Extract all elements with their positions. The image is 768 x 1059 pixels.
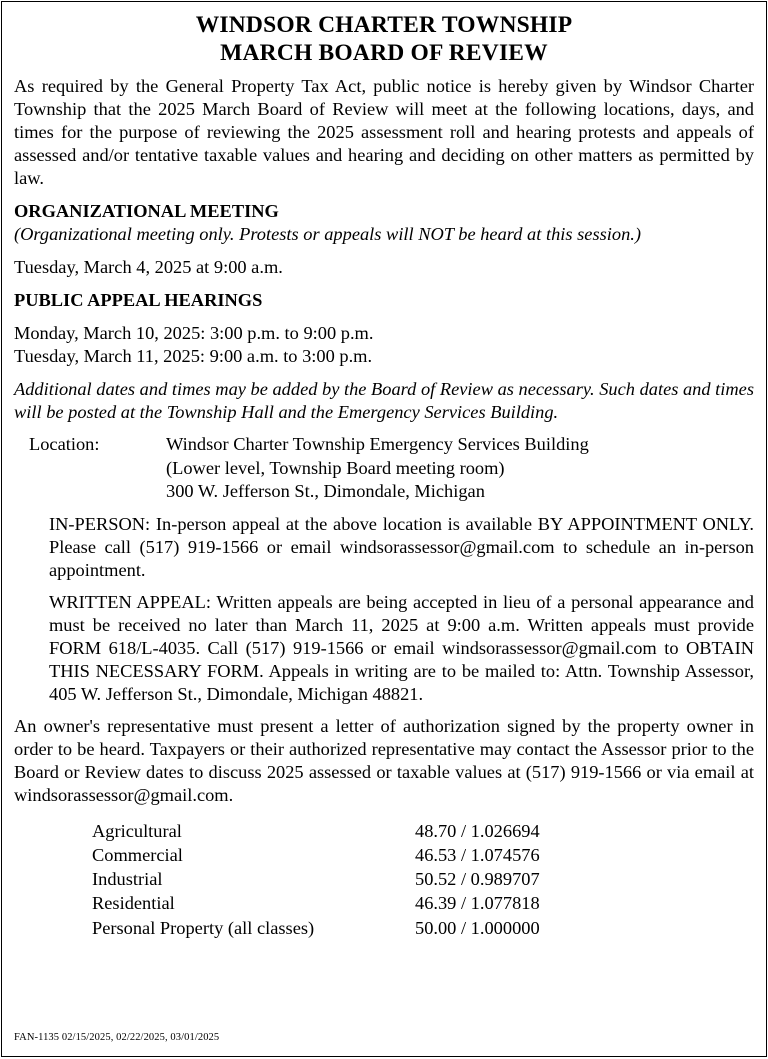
notice-title	[14, 11, 754, 67]
table-row	[92, 867, 560, 891]
rate-category: Industrial	[92, 869, 163, 890]
rate-value: 50.00 / 1.000000	[415, 917, 540, 938]
hearing-date: Tuesday, March 11, 2025: 9:00 a.m. to 3:00 p.m.	[14, 346, 373, 366]
table-row	[92, 819, 560, 843]
organizational-date: Tuesday, March 4, 2025 at 9:00 a.m.	[14, 257, 283, 277]
title-line-2: MARCH BOARD OF REVIEW	[220, 40, 548, 66]
location-line: Windsor Charter Township Emergency Services Building	[166, 434, 589, 454]
in-person-paragraph: IN-PERSON: In-person appeal at the above location is available BY APPOINTMENT ONLY. Please call (517) 919-1566 or email windsorassessor@gmail.com to schedule an in-person appointment.	[49, 513, 754, 580]
written-appeal-paragraph: WRITTEN APPEAL: Written appeals are being accepted in lieu of a personal appearance and must be received no later than March 11, 2025 at 9:00 a.m. Written appeals must provide FORM 618/L-4035. Call (517) 919-1566 or email windsorassessor@gmail.com to OBTAIN THIS NECESSARY FORM. Appeals in writing are to be mailed to: Attn. Township Assessor, 405 W. Jefferson St., Dimondale, Michigan 48821.	[49, 591, 754, 704]
rate-value: 46.53 / 1.074576	[415, 844, 540, 865]
ratio-table	[92, 819, 560, 940]
organizational-heading: ORGANIZATIONAL MEETING	[14, 201, 279, 221]
location-label: Location:	[29, 434, 100, 454]
location-block	[14, 433, 754, 504]
rate-value: 46.39 / 1.077818	[415, 893, 540, 914]
representative-paragraph: An owner's representative must present a letter of authorization signed by the property owner in order to be heard. Taxpayers or their authorized representative may contact the Assessor prior to the Board or Review dates to discuss 2025 assessed or taxable values at (517) 919-1566 or via email at windsorassessor@gmail.com.	[14, 715, 754, 805]
rate-value: 50.52 / 0.989707	[415, 869, 540, 890]
hearing-dates	[14, 322, 754, 368]
rate-value: 48.70 / 1.026694	[415, 820, 540, 841]
table-row	[92, 843, 560, 867]
publication-footer: FAN-1135 02/15/2025, 02/22/2025, 03/01/2025	[14, 1032, 220, 1043]
rate-category: Personal Property (all classes)	[92, 917, 315, 938]
rate-category: Commercial	[92, 844, 183, 865]
rate-category: Agricultural	[92, 820, 182, 841]
title-line-1: WINDSOR CHARTER TOWNSHIP	[195, 12, 573, 38]
additional-dates-note: Additional dates and times may be added by the Board of Review as necessary. Such dates and times will be posted at the Township Hall and the Emergency Services Building.	[14, 379, 754, 422]
table-row	[92, 916, 560, 940]
legal-notice	[1, 1, 767, 1057]
table-row	[92, 891, 560, 915]
hearings-heading: PUBLIC APPEAL HEARINGS	[14, 290, 263, 310]
location-line: 300 W. Jefferson St., Dimondale, Michigan	[166, 481, 485, 501]
intro-paragraph: As required by the General Property Tax Act, public notice is hereby given by Windsor Charter Township that the 2025 March Board of Review will meet at the following locations, days, and times for the purpose of reviewing the 2025 assessment roll and hearing protests and appeals of assessed and/or tentative taxable values and hearing and deciding on other matters as permitted by law.	[14, 76, 754, 188]
organizational-note: (Organizational meeting only. Protests or appeals will NOT be heard at this session.)	[14, 224, 641, 244]
hearing-date: Monday, March 10, 2025: 3:00 p.m. to 9:00 p.m.	[14, 323, 374, 343]
rate-category: Residential	[92, 893, 175, 914]
location-line: (Lower level, Township Board meeting room)	[166, 457, 505, 478]
location-address	[166, 433, 589, 504]
